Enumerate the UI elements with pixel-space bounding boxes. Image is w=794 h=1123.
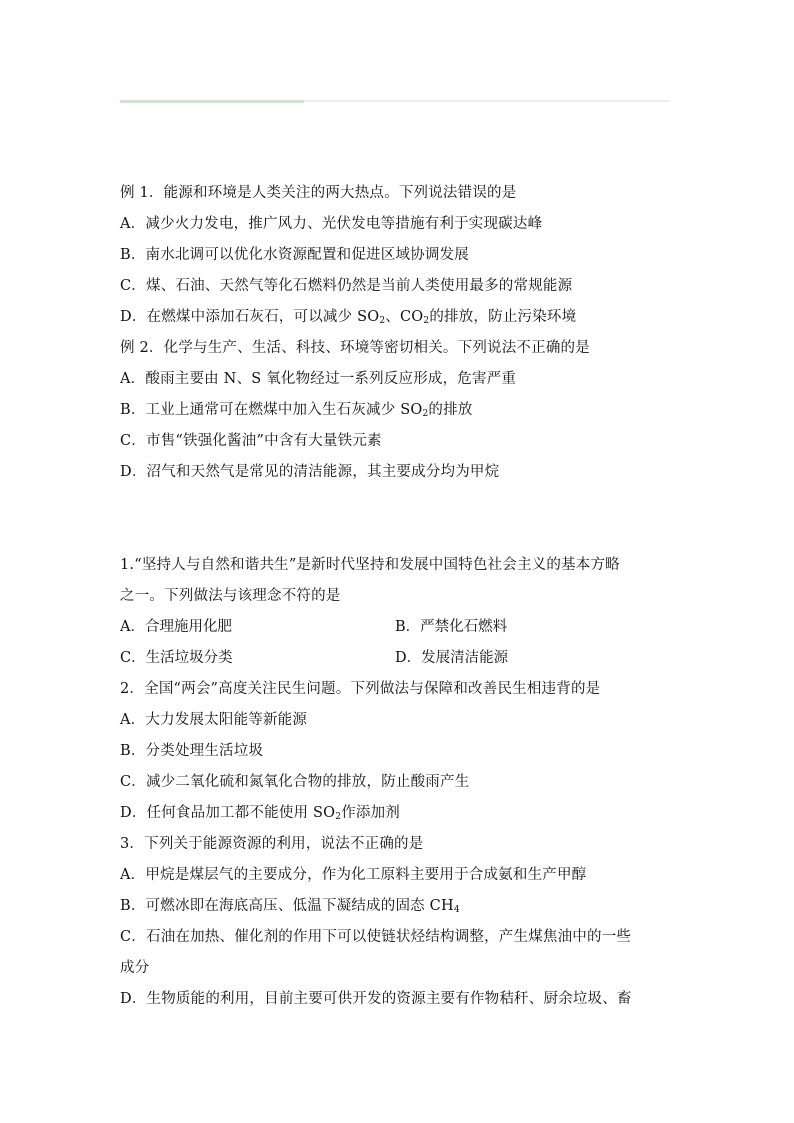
text-run: 、CO xyxy=(385,309,424,325)
question-1-stem-line-2: 之一。下列做法与该理念不符的是 xyxy=(120,588,341,604)
example-2-option-d: D．沼气和天然气是常见的清洁能源，其主要成分均为甲烷 xyxy=(120,464,500,480)
text-run: 的排放，防止污染环境 xyxy=(429,309,577,325)
question-3-option-c-line-1: C．石油在加热、催化剂的作用下可以使链状烃结构调整，产生煤焦油中的一些 xyxy=(120,929,632,945)
question-1-options-row-1 xyxy=(120,612,680,643)
subscript: 2 xyxy=(335,812,342,822)
question-3-stem: 3．下列关于能源资源的利用，说法不正确的是 xyxy=(120,836,424,852)
question-1-option-c: C．生活垃圾分类 xyxy=(120,650,233,666)
text-run: 作添加剂 xyxy=(341,805,401,821)
text-run: 的排放 xyxy=(428,402,473,418)
question-2-option-a: A．大力发展太阳能等新能源 xyxy=(120,712,308,728)
question-1-options-row-2 xyxy=(120,643,680,674)
example-1-stem: 例 1．能源和环境是人类关注的两大热点。下列说法错误的是 xyxy=(120,185,517,201)
question-1-option-a: A．合理施用化肥 xyxy=(120,619,232,635)
example-2-option-a: A．酸雨主要由 N、S 氧化物经过一系列反应形成，危害严重 xyxy=(120,371,517,387)
subscript: 2 xyxy=(422,409,429,419)
example-1-option-c: C．煤、石油、天然气等化石燃料仍然是当前人类使用最多的常规能源 xyxy=(120,278,573,294)
header-rule xyxy=(120,100,670,102)
text-run: D．在燃煤中添加石灰石，可以减少 SO xyxy=(120,309,380,325)
example-2-option-c: C．市售“铁强化酱油”中含有大量铁元素 xyxy=(120,433,382,449)
question-1-option-d: D．发展清洁能源 xyxy=(395,650,509,666)
question-1-stem-line-1: 1.“坚持人与自然和谐共生”是新时代坚持和发展中国特色社会主义的基本方略 xyxy=(120,557,620,573)
question-3-option-c-line-2: 成分 xyxy=(120,960,150,976)
example-1-option-b: B．南水北调可以优化水资源配置和促进区域协调发展 xyxy=(120,247,469,263)
example-2-stem: 例 2．化学与生产、生活、科技、环境等密切相关。下列说法不正确的是 xyxy=(120,340,590,356)
question-3-option-d-line-1: D．生物质能的利用，目前主要可供开发的资源主要有作物秸秆、厨余垃圾、畜 xyxy=(120,991,632,1007)
question-2-option-b: B．分类处理生活垃圾 xyxy=(120,743,264,759)
subscript: 2 xyxy=(379,316,386,326)
text-run: D．任何食品加工都不能使用 SO xyxy=(120,805,336,821)
subscript: 4 xyxy=(453,905,460,915)
text-run: B．可燃冰即在海底高压、低温下凝结成的固态 CH xyxy=(120,898,454,914)
question-3-option-b xyxy=(120,891,680,922)
question-2-option-c: C．减少二氧化硫和氮氧化合物的排放，防止酸雨产生 xyxy=(120,774,470,790)
subscript: 2 xyxy=(423,316,430,326)
example-1-option-a: A．减少火力发电，推广风力、光伏发电等措施有利于实现碳达峰 xyxy=(120,216,543,232)
example-1-option-d xyxy=(120,302,680,333)
question-3-option-a: A．甲烷是煤层气的主要成分，作为化工原料主要用于合成氨和生产甲醇 xyxy=(120,867,587,883)
question-1-option-b: B．严禁化石燃料 xyxy=(395,619,508,635)
header-rule-accent xyxy=(120,100,304,103)
text-run: B．工业上通常可在燃煤中加入生石灰减少 SO xyxy=(120,402,423,418)
example-2-option-b xyxy=(120,395,680,426)
question-2-option-d xyxy=(120,798,680,829)
question-2-stem: 2．全国“两会”高度关注民生问题。下列做法与保障和改善民生相违背的是 xyxy=(120,681,601,697)
section-gap xyxy=(120,488,680,550)
document-body xyxy=(120,178,680,1015)
